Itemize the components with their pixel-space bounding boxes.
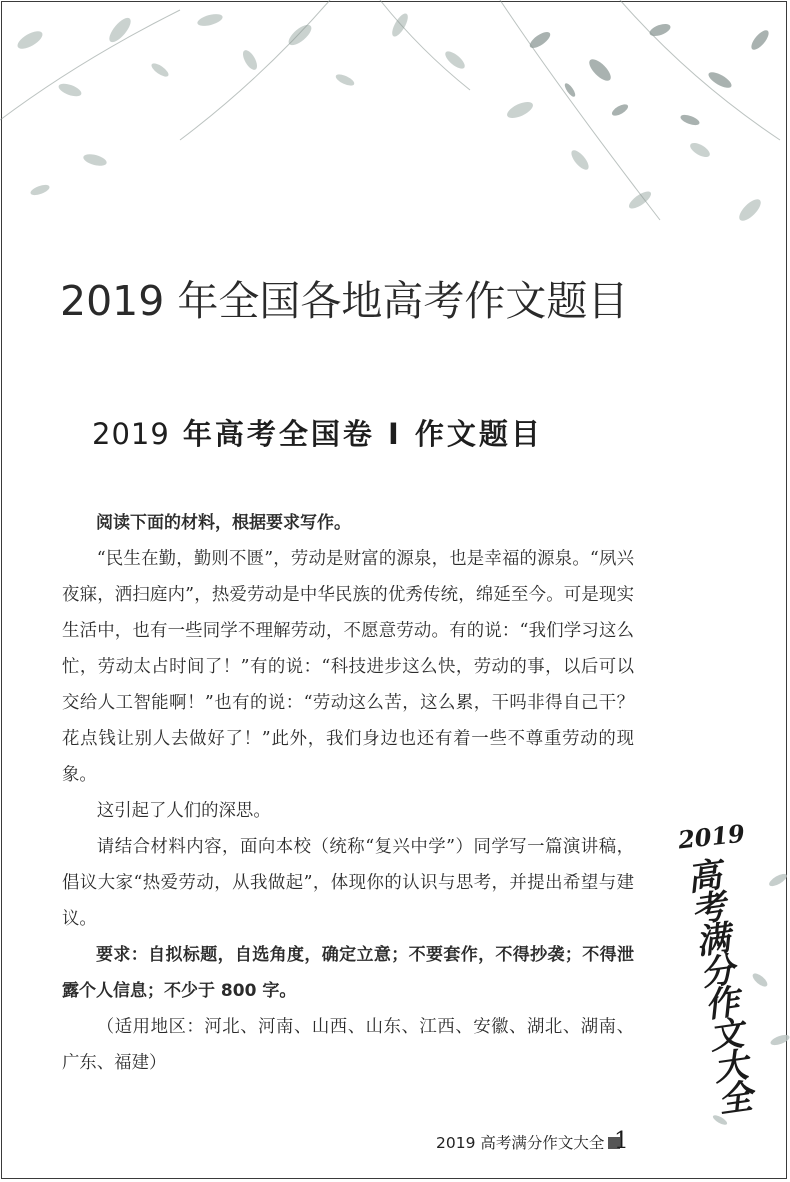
- foliage-decoration: [0, 0, 790, 250]
- instruction-paragraph: 阅读下面的材料，根据要求写作。: [96, 513, 351, 533]
- task-paragraph: 请结合材料内容，面向本校（统称“复兴中学”）同学写一篇演讲稿，倡议大家“热爱劳动，从我做起”，体现你的认识与思考，并提出希望与建议。: [62, 837, 634, 929]
- reflection-paragraph: 这引起了人们的深思。: [96, 801, 271, 821]
- side-brand-text: 高考满分作文大全: [678, 856, 754, 1116]
- section-title-year: 2019: [92, 417, 170, 451]
- side-brand-logo: [668, 818, 778, 1122]
- material-paragraph: “民生在勤，勤则不匮”，劳动是财富的源泉，也是幸福的源泉。“夙兴夜寐，洒扫庭内”，热爱劳动是中华民族的优秀传统，绵延至今。可是现实生活中，也有一些同学不理解劳动，不愿意劳动。有的说：“我们学习这么忙，劳动太占时间了！”有的说：“科技进步这么快，劳动的事，以后可以交给人工智能啊！”也有的说：“劳动这么苦，这么累，干吗非得自己干？花点钱让别人去做好了！”此外，我们身边也还有着一些不尊重劳动的现象。: [62, 549, 634, 785]
- requirements-paragraph: 要求：自拟标题，自选角度，确定立意；不要套作，不得抄袭；不得泄露个人信息；不少于 800 字。: [62, 945, 634, 1001]
- page-number: 1: [614, 1128, 629, 1154]
- section-title-text: 年高考全国卷 Ⅰ 作文题目: [169, 417, 543, 451]
- side-brand-year: 2019: [676, 818, 747, 855]
- page-title: 2019 年全国各地高考作文题目: [60, 277, 629, 325]
- essay-prompt-body: [62, 505, 634, 1081]
- footer-book-title: 2019 高考满分作文大全: [436, 1134, 605, 1152]
- section-title: [92, 412, 652, 461]
- regions-paragraph: （适用地区：河北、河南、山西、山东、江西、安徽、湖北、湖南、广东、福建）: [62, 1017, 634, 1073]
